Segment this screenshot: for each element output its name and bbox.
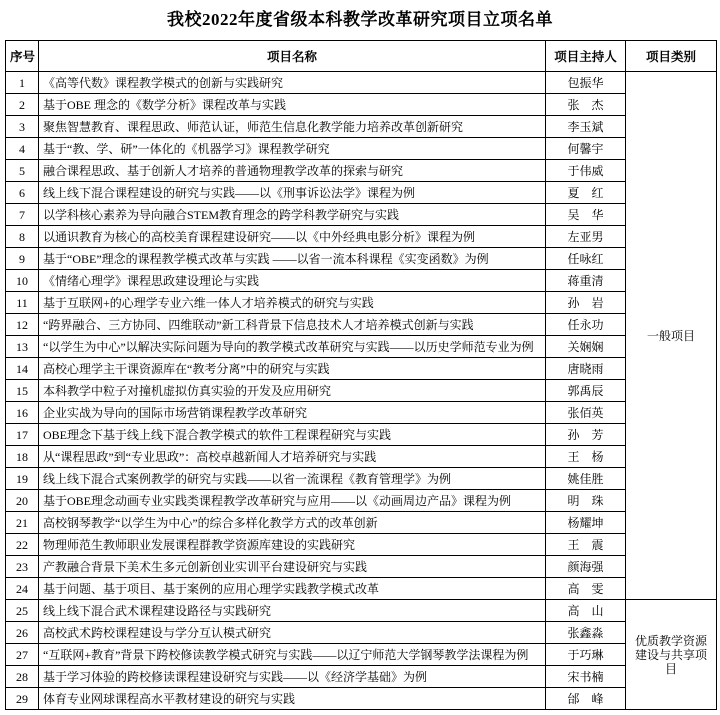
table-row bbox=[6, 688, 717, 710]
project-name: 聚焦智慧教育、课程思政、师范认证，师范生信息化教学能力培养改革创新研究 bbox=[39, 116, 546, 138]
row-number: 11 bbox=[6, 292, 39, 314]
row-number: 26 bbox=[6, 622, 39, 644]
table-row bbox=[6, 380, 717, 402]
table-row bbox=[6, 446, 717, 468]
col-header-project-leader: 项目主持人 bbox=[546, 41, 626, 72]
project-category: 优质教学资源建设与共享项目 bbox=[626, 600, 717, 710]
row-number: 10 bbox=[6, 270, 39, 292]
project-leader: 夏 红 bbox=[546, 182, 626, 204]
project-name: 基于OBE理念动画专业实践类课程教学改革研究与应用——以《动画周边产品》课程为例 bbox=[39, 490, 546, 512]
project-name: 基于问题、基于项目、基于案例的应用心理学实践教学模式改革 bbox=[39, 578, 546, 600]
row-number: 20 bbox=[6, 490, 39, 512]
project-name: 高校钢琴教学“以学生为中心”的综合多样化教学方式的改革创新 bbox=[39, 512, 546, 534]
project-leader: 任咏红 bbox=[546, 248, 626, 270]
project-name: 企业实战为导向的国际市场营销课程教学改革研究 bbox=[39, 402, 546, 424]
project-name: 以通识教育为核心的高校美育课程建设研究——以《中外经典电影分析》课程为例 bbox=[39, 226, 546, 248]
row-number: 12 bbox=[6, 314, 39, 336]
table-row bbox=[6, 644, 717, 666]
table-row bbox=[6, 512, 717, 534]
project-leader: 于伟威 bbox=[546, 160, 626, 182]
project-leader: 宋书楠 bbox=[546, 666, 626, 688]
table-row bbox=[6, 666, 717, 688]
table-row bbox=[6, 556, 717, 578]
col-header-project-category: 项目类别 bbox=[626, 41, 717, 72]
project-name: 基于互联网+的心理学专业六维一体人才培养模式的研究与实践 bbox=[39, 292, 546, 314]
table-row bbox=[6, 336, 717, 358]
project-leader: 吴 华 bbox=[546, 204, 626, 226]
project-name: 以学科核心素养为导向融合STEM教育理念的跨学科教学研究与实践 bbox=[39, 204, 546, 226]
project-leader: 左亚男 bbox=[546, 226, 626, 248]
row-number: 21 bbox=[6, 512, 39, 534]
row-number: 27 bbox=[6, 644, 39, 666]
project-leader: 包振华 bbox=[546, 72, 626, 94]
project-leader: 于巧琳 bbox=[546, 644, 626, 666]
table-row bbox=[6, 490, 717, 512]
row-number: 24 bbox=[6, 578, 39, 600]
table-row bbox=[6, 314, 717, 336]
project-name: OBE理念下基于线上线下混合教学模式的软件工程课程研究与实践 bbox=[39, 424, 546, 446]
col-header-no: 序号 bbox=[6, 41, 39, 72]
project-leader: 郭禹辰 bbox=[546, 380, 626, 402]
table-row bbox=[6, 138, 717, 160]
project-name: 《高等代数》课程教学模式的创新与实践研究 bbox=[39, 72, 546, 94]
row-number: 4 bbox=[6, 138, 39, 160]
row-number: 25 bbox=[6, 600, 39, 622]
project-name: 体育专业网球课程高水平教材建设的研究与实践 bbox=[39, 688, 546, 710]
project-leader: 张 杰 bbox=[546, 94, 626, 116]
project-leader: 高 雯 bbox=[546, 578, 626, 600]
project-leader: 张佰英 bbox=[546, 402, 626, 424]
row-number: 14 bbox=[6, 358, 39, 380]
row-number: 2 bbox=[6, 94, 39, 116]
projects-table bbox=[5, 40, 717, 710]
row-number: 19 bbox=[6, 468, 39, 490]
project-leader: 孙 岩 bbox=[546, 292, 626, 314]
table-row bbox=[6, 226, 717, 248]
table-row bbox=[6, 358, 717, 380]
row-number: 15 bbox=[6, 380, 39, 402]
project-name: 线上线下混合式案例教学的研究与实践——以省一流课程《教育管理学》为例 bbox=[39, 468, 546, 490]
project-leader: 杨耀坤 bbox=[546, 512, 626, 534]
project-name: 线上线下混合武术课程建设路径与实践研究 bbox=[39, 600, 546, 622]
project-leader: 王 杨 bbox=[546, 446, 626, 468]
row-number: 16 bbox=[6, 402, 39, 424]
project-name: 线上线下混合课程建设的研究与实践——以《刑事诉讼法学》课程为例 bbox=[39, 182, 546, 204]
table-row bbox=[6, 160, 717, 182]
project-leader: 高 山 bbox=[546, 600, 626, 622]
table-row bbox=[6, 402, 717, 424]
project-name: 从“课程思政”到“专业思政”：高校卓越新闻人才培养研究与实践 bbox=[39, 446, 546, 468]
table-row bbox=[6, 116, 717, 138]
header-row bbox=[6, 41, 717, 72]
project-name: “跨界融合、三方协同、四维联动”新工科背景下信息技术人才培养模式创新与实践 bbox=[39, 314, 546, 336]
table-row bbox=[6, 424, 717, 446]
table-row bbox=[6, 270, 717, 292]
row-number: 8 bbox=[6, 226, 39, 248]
row-number: 6 bbox=[6, 182, 39, 204]
table-row bbox=[6, 204, 717, 226]
project-leader: 何馨宇 bbox=[546, 138, 626, 160]
project-name: 高校心理学主干课资源库在“教考分离”中的研究与实践 bbox=[39, 358, 546, 380]
table-row bbox=[6, 468, 717, 490]
project-name: 产教融合背景下美术生多元创新创业实训平台建设研究与实践 bbox=[39, 556, 546, 578]
project-leader: 王 震 bbox=[546, 534, 626, 556]
project-leader: 邰 峰 bbox=[546, 688, 626, 710]
project-name: 基于OBE 理念的《数学分析》课程改革与实践 bbox=[39, 94, 546, 116]
project-name: 《情绪心理学》课程思政建设理论与实践 bbox=[39, 270, 546, 292]
project-leader: 姚佳胜 bbox=[546, 468, 626, 490]
project-category: 一般项目 bbox=[626, 72, 717, 600]
row-number: 18 bbox=[6, 446, 39, 468]
row-number: 28 bbox=[6, 666, 39, 688]
table-row bbox=[6, 534, 717, 556]
project-leader: 张鑫淼 bbox=[546, 622, 626, 644]
row-number: 7 bbox=[6, 204, 39, 226]
row-number: 23 bbox=[6, 556, 39, 578]
row-number: 22 bbox=[6, 534, 39, 556]
project-name: “以学生为中心”以解决实际问题为导向的教学模式改革研究与实践——以历史学师范专业为例 bbox=[39, 336, 546, 358]
project-leader: 唐晓雨 bbox=[546, 358, 626, 380]
table-row bbox=[6, 578, 717, 600]
project-name: 基于学习体验的跨校修读课程建设研究与实践——以《经济学基础》为例 bbox=[39, 666, 546, 688]
project-name: 基于“OBE”理念的课程教学模式改革与实践 ——以省一流本科课程《实变函数》为例 bbox=[39, 248, 546, 270]
row-number: 17 bbox=[6, 424, 39, 446]
project-leader: 孙 芳 bbox=[546, 424, 626, 446]
project-name: 融合课程思政、基于创新人才培养的普通物理教学改革的探索与研究 bbox=[39, 160, 546, 182]
project-name: 物理师范生教师职业发展课程群教学资源库建设的实践研究 bbox=[39, 534, 546, 556]
col-header-project-name: 项目名称 bbox=[39, 41, 546, 72]
project-leader: 关娴娴 bbox=[546, 336, 626, 358]
page-title: 我校2022年度省级本科教学改革研究项目立项名单 bbox=[167, 10, 553, 29]
row-number: 29 bbox=[6, 688, 39, 710]
row-number: 13 bbox=[6, 336, 39, 358]
project-name: 高校武术跨校课程建设与学分互认模式研究 bbox=[39, 622, 546, 644]
table-row bbox=[6, 72, 717, 94]
table-row bbox=[6, 248, 717, 270]
project-name: “互联网+教育”背景下跨校修读教学模式研究与实践——以辽宁师范大学钢琴教学法课程为例 bbox=[39, 644, 546, 666]
project-name: 基于“教、学、研”一体化的《机器学习》课程教学研究 bbox=[39, 138, 546, 160]
table-row bbox=[6, 600, 717, 622]
row-number: 1 bbox=[6, 72, 39, 94]
project-leader: 明 珠 bbox=[546, 490, 626, 512]
project-leader: 蒋重清 bbox=[546, 270, 626, 292]
row-number: 5 bbox=[6, 160, 39, 182]
table-row bbox=[6, 182, 717, 204]
project-leader: 任永功 bbox=[546, 314, 626, 336]
row-number: 9 bbox=[6, 248, 39, 270]
table-row bbox=[6, 94, 717, 116]
table-row bbox=[6, 622, 717, 644]
table-row bbox=[6, 292, 717, 314]
row-number: 3 bbox=[6, 116, 39, 138]
project-leader: 李玉斌 bbox=[546, 116, 626, 138]
project-name: 本科教学中粒子对撞机虚拟仿真实验的开发及应用研究 bbox=[39, 380, 546, 402]
project-leader: 颜海强 bbox=[546, 556, 626, 578]
